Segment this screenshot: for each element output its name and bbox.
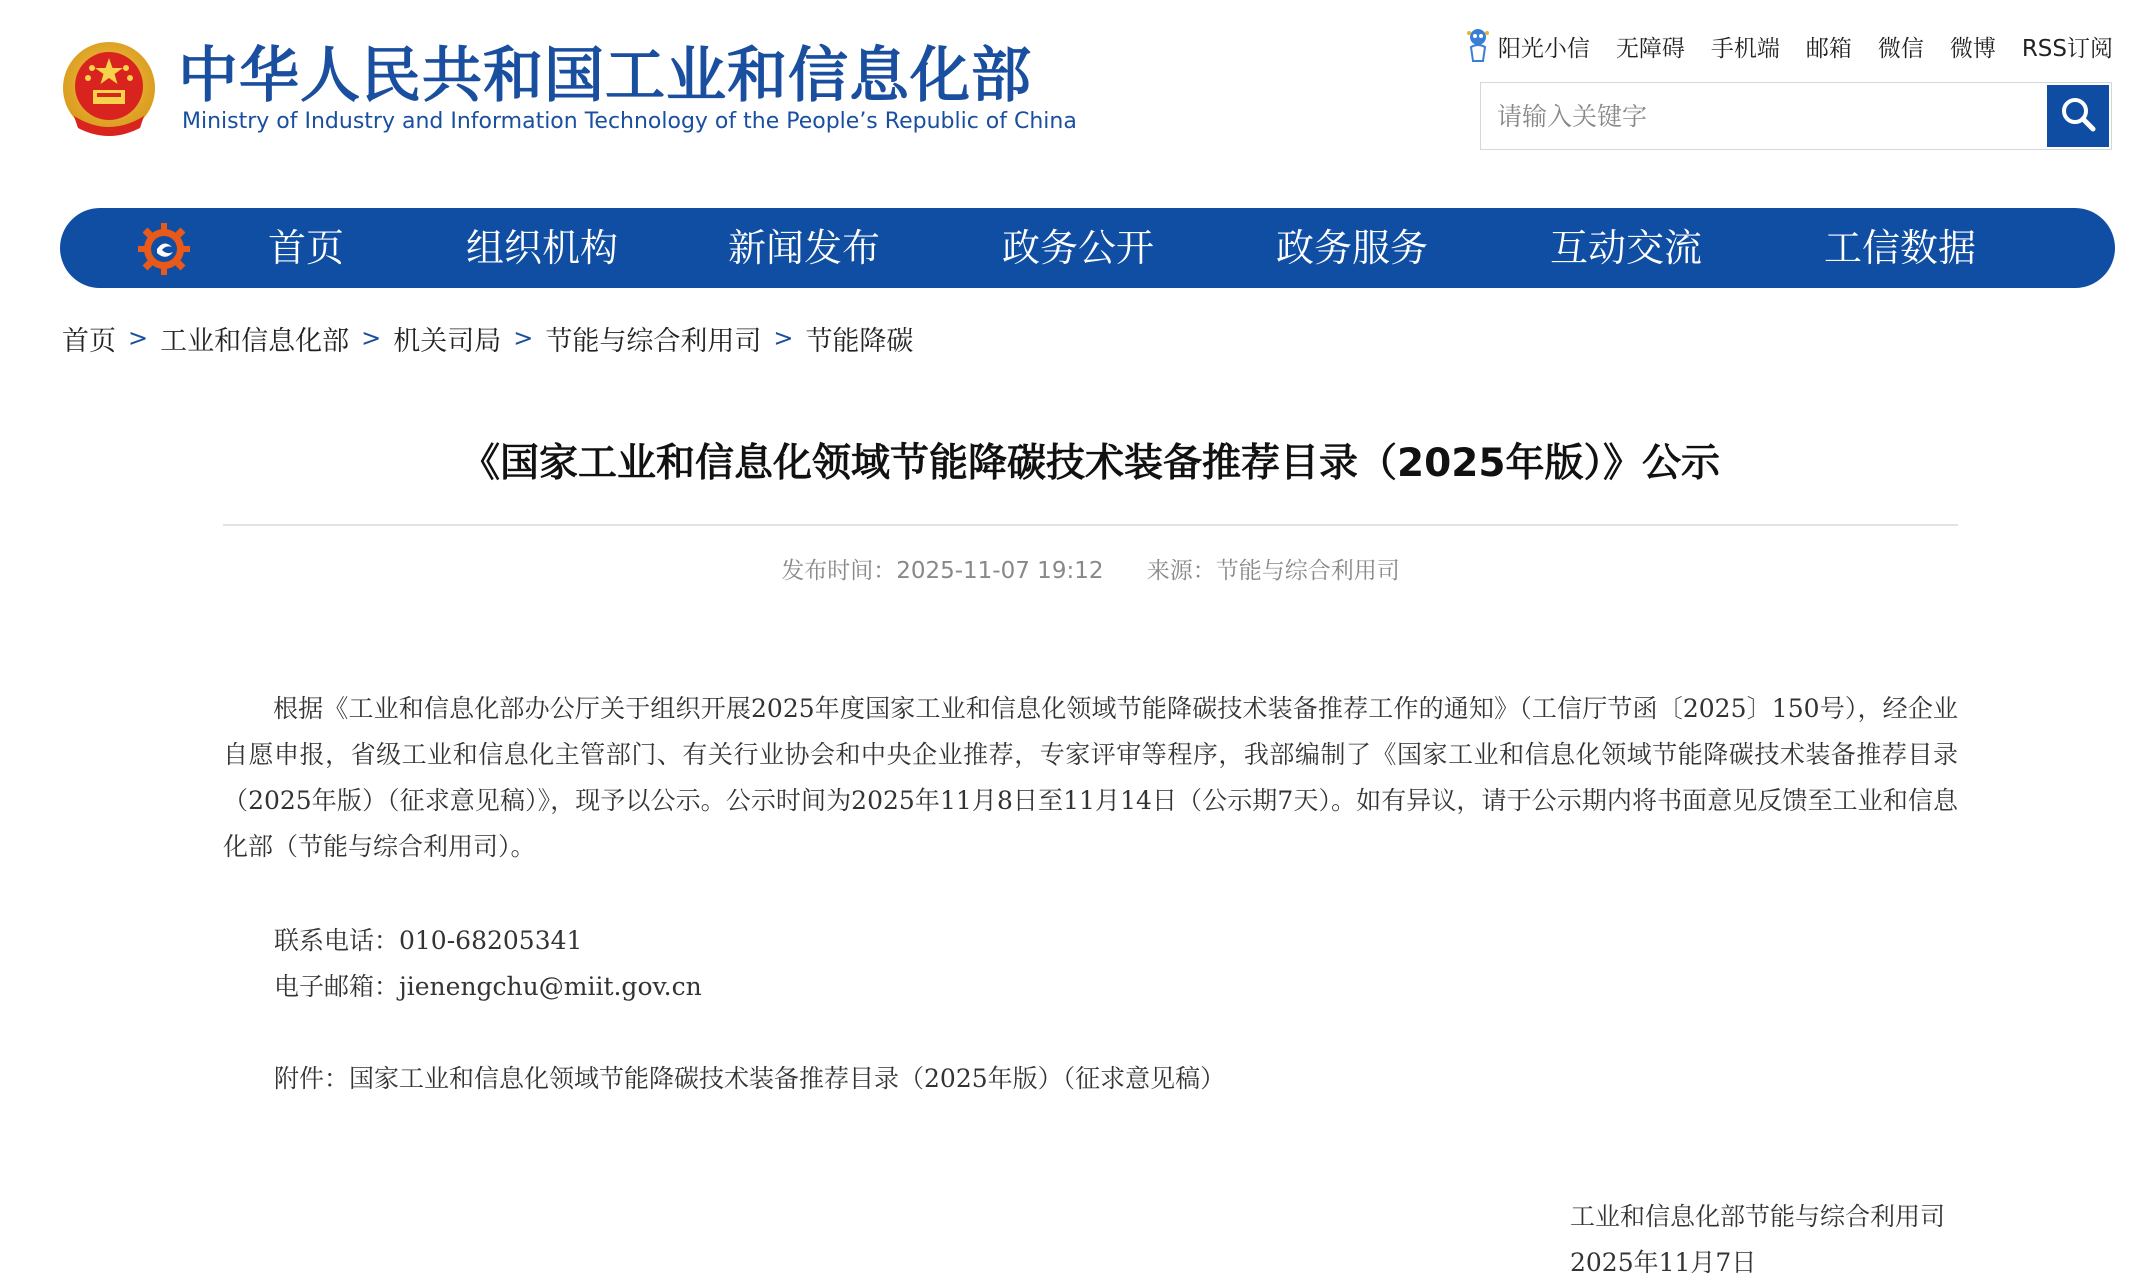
nav-government-services[interactable]: 政务服务	[1276, 226, 1429, 270]
article-paragraph: 根据《工业和信息化部办公厅关于组织开展2025年度国家工业和信息化领域节能降碳技术装备推荐工作的通知》（工信厅节函〔2025〕150号），经企业自愿申报，省级工业和信息化主管部门、有关行业协会和中央企业推荐，专家评审等程序，我部编制了《国家工业和信息化领域节能降碳技术装备推荐目录（2025年版）（征求意见稿）》，现予以公示。公示时间为2025年11月8日至11月14日（公示期7天）。如有异议，请于公示期内将书面意见反馈至工业和信息化部（节能与综合利用司）。	[223, 694, 1958, 861]
nav-organization[interactable]: 组织机构	[466, 226, 619, 270]
breadcrumb-separator: >	[128, 324, 149, 352]
toplink-rss[interactable]: RSS订阅	[2021, 35, 2113, 62]
breadcrumb-energy-saving[interactable]: 节能降碳	[805, 325, 914, 357]
breadcrumb-separator: >	[513, 324, 534, 352]
search-box	[1480, 82, 2112, 150]
robot-mascot-icon	[1464, 27, 1492, 65]
article-title: 《国家工业和信息化领域节能降碳技术装备推荐目录（2025年版）》公示	[460, 441, 1721, 486]
title-divider	[223, 524, 1958, 526]
toplink-sunshine[interactable]	[1464, 27, 1590, 65]
article-source: 来源：节能与综合利用司	[1146, 558, 1400, 584]
search-icon	[2058, 94, 2098, 138]
breadcrumb	[62, 318, 913, 358]
top-links	[1464, 26, 2113, 66]
nav-data[interactable]: 工信数据	[1824, 226, 1977, 270]
signature-org: 工业和信息化部节能与综合利用司	[1570, 1202, 1946, 1231]
nav-interaction[interactable]: 互动交流	[1550, 226, 1703, 270]
article-meta	[223, 554, 1958, 588]
toplink-wechat[interactable]: 微信	[1877, 35, 1924, 62]
nav-government-affairs[interactable]: 政务公开	[1002, 226, 1155, 270]
breadcrumb-separator: >	[361, 324, 382, 352]
site-header	[0, 0, 2149, 200]
breadcrumb-separator: >	[773, 324, 794, 352]
national-emblem-icon[interactable]	[60, 38, 158, 142]
contact-phone: 联系电话：010-68205341	[274, 926, 583, 955]
nav-news[interactable]: 新闻发布	[728, 226, 881, 270]
search-input[interactable]	[1481, 83, 2047, 149]
attachment-link[interactable]: 国家工业和信息化领域节能降碳技术装备推荐目录（2025年版）（征求意见稿）	[349, 1064, 1226, 1093]
brand-title-cn[interactable]: 中华人民共和国工业和信息化部	[178, 41, 1032, 111]
attachment-line	[274, 1056, 1225, 1102]
search-button[interactable]	[2047, 85, 2109, 147]
article-body	[223, 686, 1958, 870]
nav-home[interactable]: 首页	[268, 226, 345, 270]
toplink-mailbox[interactable]: 邮箱	[1805, 35, 1852, 62]
brand-title-en: Ministry of Industry and Information Technology of the People’s Republic of China	[182, 109, 1077, 134]
breadcrumb-departments[interactable]: 机关司局	[393, 325, 502, 357]
breadcrumb-ministry[interactable]: 工业和信息化部	[160, 325, 350, 357]
signature-date: 2025年11月7日	[1570, 1248, 1757, 1277]
miit-gear-logo-icon	[138, 223, 190, 275]
attachment-label: 附件：	[274, 1064, 350, 1093]
breadcrumb-home[interactable]: 首页	[62, 325, 116, 357]
main-nav	[60, 208, 2115, 288]
toplink-accessibility[interactable]: 无障碍	[1615, 35, 1685, 62]
contact-email: 电子邮箱：jienengchu@miit.gov.cn	[274, 972, 702, 1001]
breadcrumb-energy-dept[interactable]: 节能与综合利用司	[545, 325, 762, 357]
publish-time: 发布时间：2025-11-07 19:12	[781, 558, 1104, 584]
toplink-mobile[interactable]: 手机端	[1710, 35, 1780, 62]
toplink-weibo[interactable]: 微博	[1949, 35, 1996, 62]
toplink-sunshine-label: 阳光小信	[1497, 35, 1590, 62]
